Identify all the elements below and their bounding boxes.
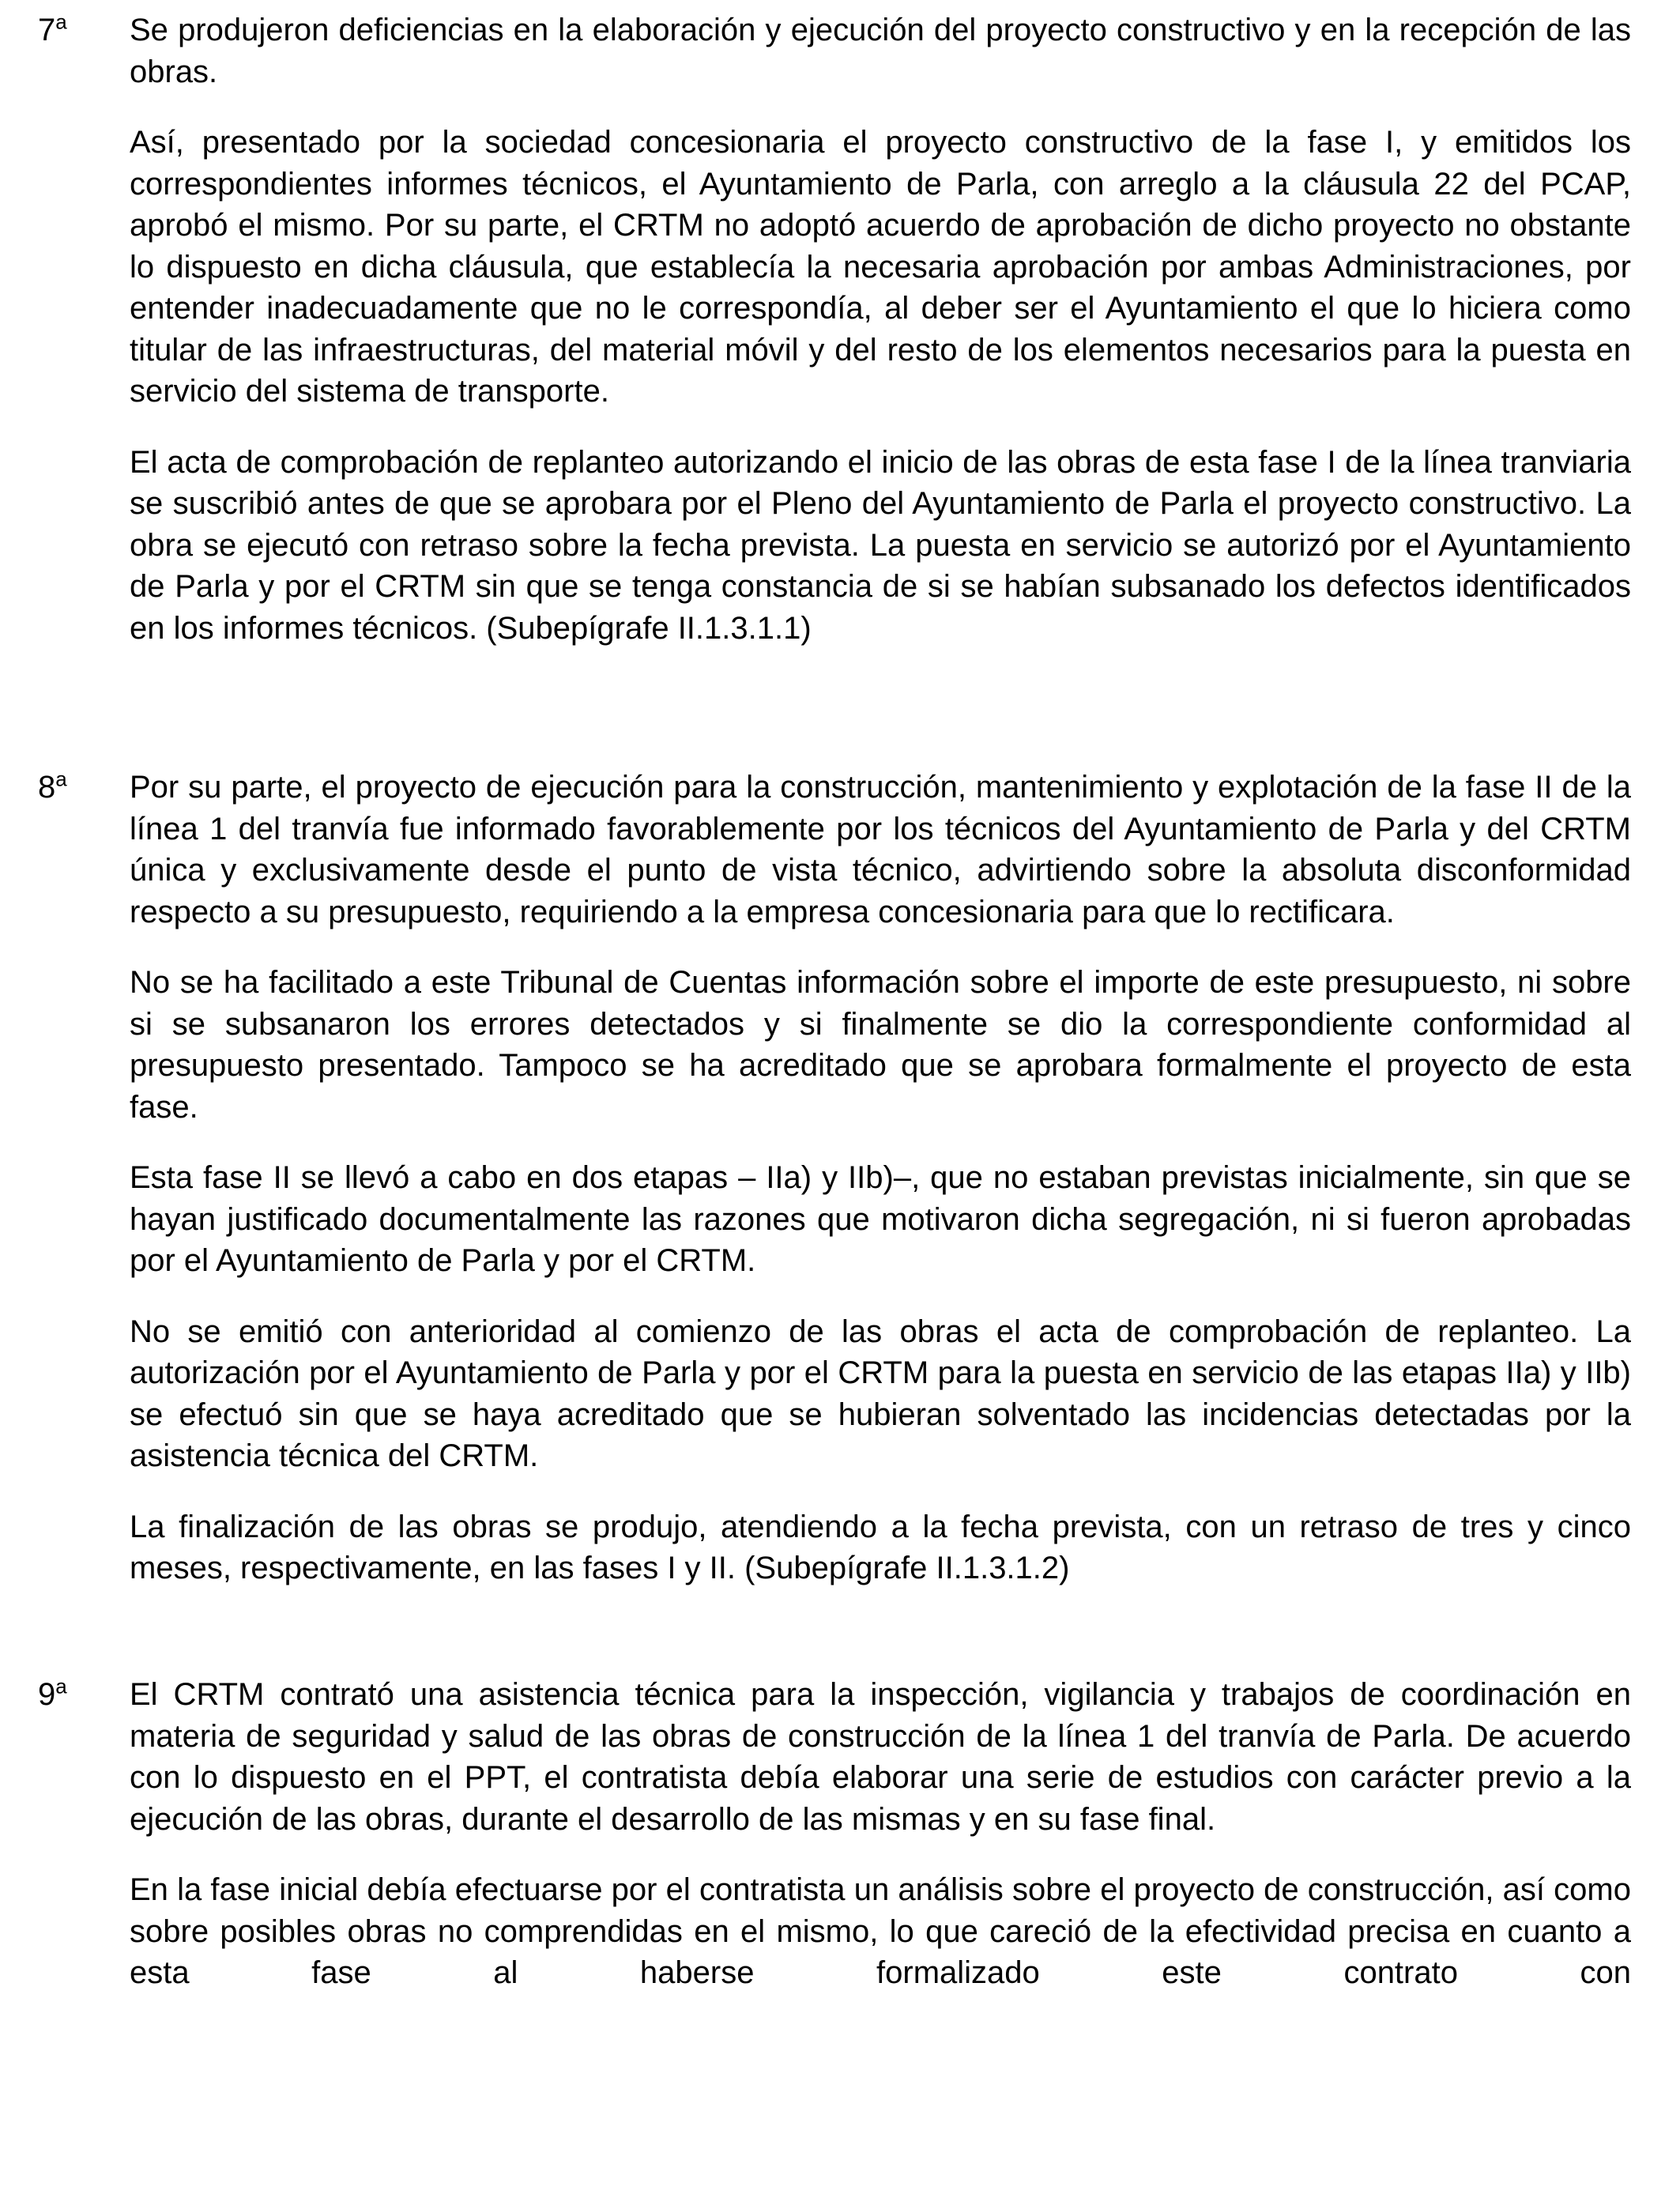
item-number-ordinal: a (55, 9, 67, 34)
item-number (38, 1674, 67, 1716)
item-number-value: 9 (38, 1677, 56, 1712)
paragraph: No se emitió con anterioridad al comienzo de las obras el acta de comprobación de replanteo. La autorización por el Ayuntamiento de Parla y por el CRTM para la puesta en servicio de las etapas IIa) y IIb) se efectuó sin que se haya acreditado que se hubieran solventado las incidencias detectadas por la asistencia técnica del CRTM. (130, 1314, 1631, 1473)
paragraph: La finalización de las obras se produjo, atendiendo a la fecha prevista, con un retraso de tres y cinco meses, respectivamente, en las fases I y II. (Subepígrafe II.1.3.1.2) (130, 1509, 1631, 1585)
paragraph: Se produjeron deficiencias en la elaboración y ejecución del proyecto constructivo y en la recepción de las obras. (130, 13, 1631, 89)
item-body (130, 9, 1631, 649)
paragraph: Así, presentado por la sociedad concesionaria el proyecto constructivo de la fase I, y emitidos los correspondientes informes técnicos, el Ayuntamiento de Parla, con arreglo a la cláusula 22 del PCAP, aprobó el mismo. Por su parte, el CRTM no adoptó acuerdo de aprobación de dicho proyecto no obstante lo dispuesto en dicha cláusula, que establecía la necesaria aprobación por ambas Administraciones, por entender inadecuadamente que no le correspondía, al deber ser el Ayuntamiento el que lo hiciera como titular de las infraestructuras, del material móvil y del resto de los elementos necesarios para la puesta en servicio del sistema de transporte. (130, 125, 1631, 409)
paragraph: El acta de comprobación de replanteo autorizando el inicio de las obras de esta fase I de la línea tranviaria se suscribió antes de que se aprobara por el Pleno del Ayuntamiento de Parla el proyecto constructivo. La obra se ejecutó con retraso sobre la fecha prevista. La puesta en servicio se autorizó por el Ayuntamiento de Parla y por el CRTM sin que se tenga constancia de si se habían subsanado los defectos identificados en los informes técnicos. (Subepígrafe II.1.3.1.1) (130, 444, 1631, 646)
item-body (130, 1674, 1631, 1994)
item-body (130, 767, 1631, 1589)
item-number-value: 8 (38, 770, 56, 805)
item-number-ordinal: a (55, 1674, 67, 1698)
item-number (38, 767, 67, 809)
paragraph: Por su parte, el proyecto de ejecución para la construcción, mantenimiento y explotación de la fase II de la línea 1 del tranvía fue informado favorablemente por los técnicos del Ayuntamiento de Parla y del CRTM única y exclusivamente desde el punto de vista técnico, advirtiendo sobre la absoluta disconformidad respecto a su presupuesto, requiriendo a la empresa concesionaria para que lo rectificara. (130, 770, 1631, 929)
paragraph: El CRTM contrató una asistencia técnica para la inspección, vigilancia y trabajos de coordinación en materia de seguridad y salud de las obras de construcción de la línea 1 del tranvía de Parla. De acuerdo con lo dispuesto en el PPT, el contratista debía elaborar una serie de estudios con carácter previo a la ejecución de las obras, durante el desarrollo de las mismas y en su fase final. (130, 1677, 1631, 1837)
item-number-ordinal: a (55, 767, 67, 791)
paragraph: No se ha facilitado a este Tribunal de Cuentas información sobre el importe de este presupuesto, ni sobre si se subsanaron los errores detectados y si finalmente se dio la correspondiente conformidad al presupuesto presentado. Tampoco se ha acreditado que se aprobara formalmente el proyecto de esta fase. (130, 965, 1631, 1125)
paragraph: Esta fase II se llevó a cabo en dos etapas – IIa) y IIb)–, que no estaban previstas inicialmente, sin que se hayan justificado documentalmente las razones que motivaron dicha segregación, ni si fueron aprobadas por el Ayuntamiento de Parla y por el CRTM. (130, 1160, 1631, 1278)
item-number-value: 7 (38, 13, 56, 47)
item-number (38, 9, 67, 51)
paragraph-continued: En la fase inicial debía efectuarse por el contratista un análisis sobre el proyecto de construcción, así como sobre posibles obras no comprendidas en el mismo, lo que careció de la efectividad precisa en cuanto a esta fase al haberse formalizado este contrato con (130, 1872, 1631, 1990)
